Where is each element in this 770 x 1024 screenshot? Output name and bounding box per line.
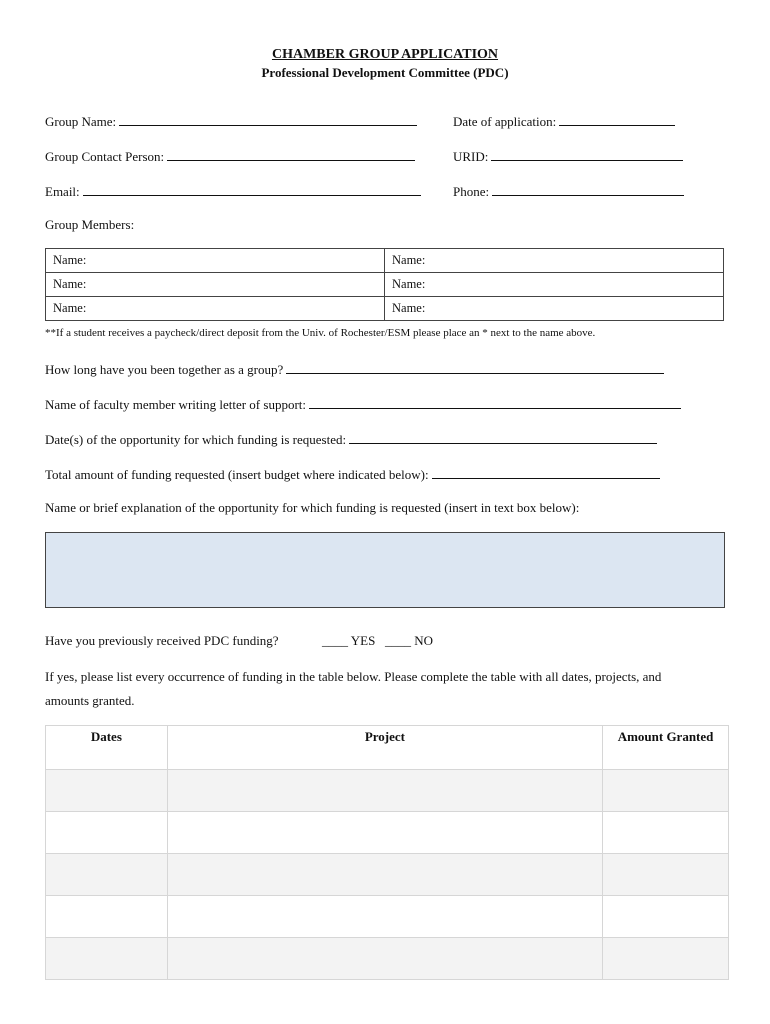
dates-cell[interactable]: [46, 896, 168, 938]
table-row: [46, 854, 729, 896]
faculty-row: [45, 395, 681, 413]
previous-funding-label: Have you previously received PDC funding?: [45, 633, 279, 648]
urid-label: URID:: [453, 149, 489, 164]
phone-label: Phone:: [453, 184, 490, 199]
table-row: [46, 896, 729, 938]
member-name-cell[interactable]: Name:: [46, 297, 385, 321]
yes-option[interactable]: ____ YES: [322, 633, 376, 648]
project-cell[interactable]: [167, 812, 602, 854]
project-cell[interactable]: [167, 854, 602, 896]
urid-field[interactable]: [491, 147, 683, 161]
table-row: [46, 770, 729, 812]
member-name-cell[interactable]: Name:: [385, 273, 724, 297]
dates-cell[interactable]: [46, 854, 168, 896]
member-name-cell[interactable]: Name:: [46, 273, 385, 297]
dates-field[interactable]: [349, 430, 657, 444]
phone-row: [453, 182, 684, 200]
amount-cell[interactable]: [603, 938, 729, 980]
dates-label: Date(s) of the opportunity for which funding is requested:: [45, 432, 347, 447]
group-name-row: [45, 112, 417, 130]
no-option[interactable]: ____ NO: [385, 633, 434, 648]
contact-person-row: [45, 147, 415, 165]
member-name-cell[interactable]: Name:: [385, 297, 724, 321]
phone-field[interactable]: [492, 182, 684, 196]
total-row: [45, 465, 660, 483]
dates-cell[interactable]: [46, 770, 168, 812]
email-field[interactable]: [83, 182, 421, 196]
amount-cell[interactable]: [603, 770, 729, 812]
form-subtitle: Professional Development Committee (PDC): [261, 65, 509, 80]
contact-person-field[interactable]: [167, 147, 415, 161]
faculty-label: Name of faculty member writing letter of support:: [45, 397, 307, 412]
explanation-text-box[interactable]: [45, 532, 725, 608]
contact-person-label: Group Contact Person:: [45, 149, 165, 164]
column-header-amount: Amount Granted: [603, 726, 729, 770]
table-header-row: [46, 726, 729, 770]
member-name-cell[interactable]: Name:: [46, 249, 385, 273]
group-members-label: Group Members:: [45, 217, 135, 232]
amount-cell[interactable]: [603, 896, 729, 938]
amount-cell[interactable]: [603, 854, 729, 896]
table-row: [46, 297, 724, 321]
how-long-row: [45, 360, 664, 378]
table-row: [46, 812, 729, 854]
email-row: [45, 182, 421, 200]
member-name-cell[interactable]: Name:: [385, 249, 724, 273]
dates-row: [45, 430, 657, 448]
project-cell[interactable]: [167, 896, 602, 938]
total-label: Total amount of funding requested (insert budget where indicated below):: [45, 467, 429, 482]
dates-cell[interactable]: [46, 938, 168, 980]
how-long-field[interactable]: [286, 360, 664, 374]
dates-cell[interactable]: [46, 812, 168, 854]
date-of-application-label: Date of application:: [453, 114, 557, 129]
how-long-label: How long have you been together as a group?: [45, 362, 284, 377]
if-yes-instruction: If yes, please list every occurrence of funding in the table below. Please complete the table with all dates, projects, and: [45, 669, 662, 684]
table-row: [46, 273, 724, 297]
amount-cell[interactable]: [603, 812, 729, 854]
column-header-project: Project: [167, 726, 602, 770]
project-cell[interactable]: [167, 770, 602, 812]
email-label: Email:: [45, 184, 80, 199]
column-header-dates: Dates: [46, 726, 168, 770]
group-name-label: Group Name:: [45, 114, 117, 129]
project-cell[interactable]: [167, 938, 602, 980]
form-title: CHAMBER GROUP APPLICATION: [271, 47, 499, 62]
group-members-table: [45, 248, 724, 321]
total-field[interactable]: [432, 465, 660, 479]
date-of-application-row: [453, 112, 675, 130]
if-yes-instruction-cont: amounts granted.: [45, 693, 135, 708]
paycheck-note: **If a student receives a paycheck/direct deposit from the Univ. of Rochester/ESM please place an * next to the name above.: [45, 327, 596, 339]
group-name-field[interactable]: [119, 112, 417, 126]
table-row: [46, 938, 729, 980]
faculty-field[interactable]: [309, 395, 681, 409]
date-of-application-field[interactable]: [559, 112, 675, 126]
table-row: [46, 249, 724, 273]
funding-table: [45, 725, 729, 980]
urid-row: [453, 147, 683, 165]
explanation-label: Name or brief explanation of the opportunity for which funding is requested (insert in text box below):: [45, 500, 580, 515]
